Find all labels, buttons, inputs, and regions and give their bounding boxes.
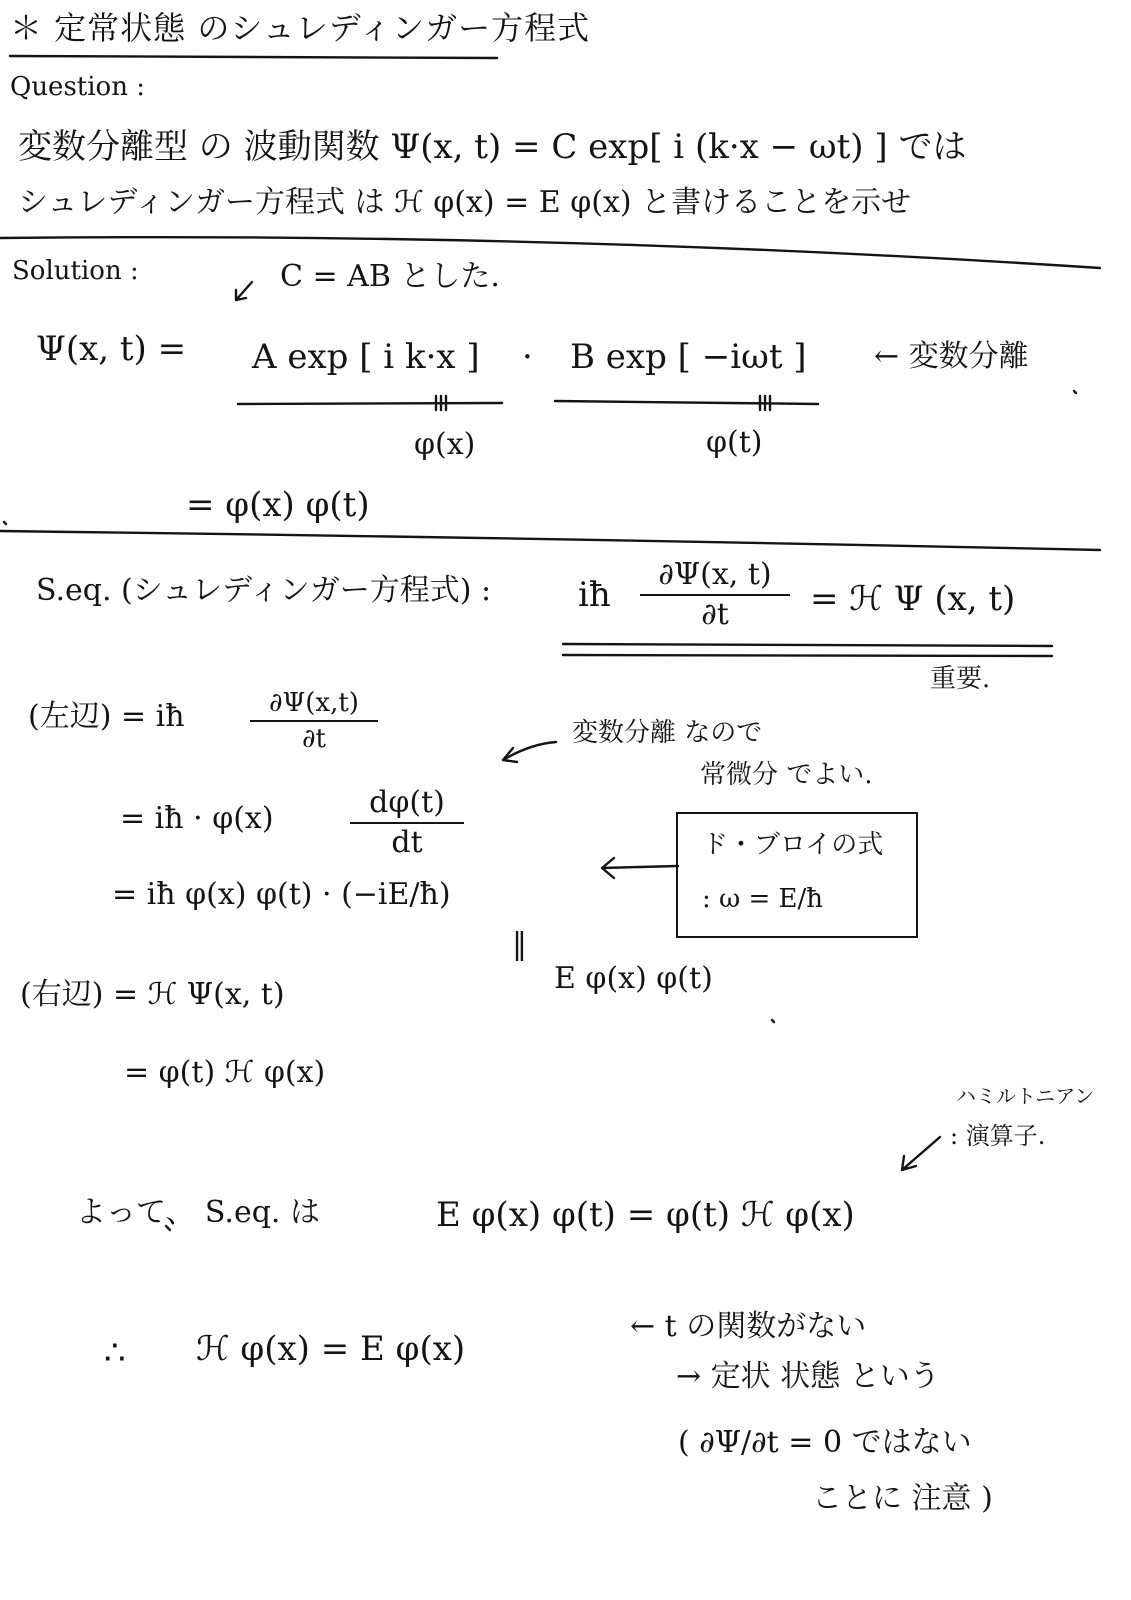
- conclusion-equation: E φ(x) φ(t) = φ(t) ℋ φ(x): [436, 1195, 855, 1235]
- seq-fraction: [640, 557, 790, 632]
- question-line-2: シュレディンガー方程式 は ℋ φ(x) = E φ(x) と書けることを示せ: [18, 185, 912, 220]
- underline-phi-t-ticks: [760, 396, 770, 410]
- left-numerator: ∂Ψ(x,t): [269, 688, 359, 718]
- final-note-4: ことに 注意 ): [812, 1481, 993, 1516]
- hamiltonian-note-2: : 演算子.: [950, 1122, 1046, 1150]
- under-phi-t: φ(t): [706, 425, 763, 460]
- solution-label: Solution :: [12, 256, 139, 286]
- separation-reason-1: 変数分離 なので: [572, 718, 763, 748]
- conclusion-lead: よって、 S.eq. は: [76, 1195, 320, 1230]
- psi-lhs: Ψ(x, t) =: [36, 329, 187, 369]
- seq-underline-1: [563, 644, 1052, 646]
- final-equation: ℋ φ(x) = E φ(x): [196, 1329, 466, 1369]
- equivalence-mark: ‖: [512, 927, 527, 962]
- ordinary-derivative: [350, 785, 464, 860]
- title-underline: [10, 56, 497, 58]
- seq-fraction-bar: [640, 594, 790, 596]
- important-note: 重要.: [930, 664, 991, 694]
- ordinary-fraction-bar: [350, 822, 464, 824]
- section-divider-1: [0, 237, 1100, 268]
- debroglie-box: [676, 812, 918, 938]
- final-note-2: → 定状 状態 という: [676, 1359, 940, 1394]
- right-side-label: (右辺) = ℋ Ψ(x, t): [20, 977, 285, 1012]
- separation-reason-2: 常微分 でよい.: [700, 760, 873, 790]
- page-title: ＊ 定常状態 のシュレディンガー方程式: [10, 9, 591, 47]
- under-phi-x: φ(x): [414, 427, 476, 462]
- question-line-1: 変数分離型 の 波動関数 Ψ(x, t) = C exp[ i (k·x − ωt) ] では: [18, 127, 967, 167]
- left-fraction-bar: [250, 720, 378, 722]
- left-denominator: ∂t: [302, 724, 326, 754]
- term-b: B exp [ −iωt ]: [570, 337, 807, 377]
- arrow-to-separation: [503, 742, 556, 762]
- separation-note: ← 変数分離: [874, 339, 1029, 374]
- left-row-3: = iħ φ(x) φ(t) · (−iE/ħ): [112, 877, 451, 912]
- ordinary-denominator: dt: [391, 825, 423, 860]
- seq-ih: iħ: [578, 575, 611, 615]
- hamiltonian-note-1: ハミルトニアン: [956, 1084, 1095, 1108]
- left-row-2: = iħ · φ(x): [120, 801, 274, 836]
- therefore-symbol: ∴: [104, 1333, 126, 1373]
- question-label: Question :: [10, 72, 145, 102]
- seq-numerator: ∂Ψ(x, t): [658, 557, 772, 592]
- note-c-equals-ab: C = AB とした.: [280, 259, 500, 294]
- term-dot: ·: [522, 337, 533, 377]
- final-note-3: ( ∂Ψ/∂t = 0 ではない: [678, 1425, 972, 1460]
- left-side-label: (左辺) = iħ: [28, 699, 185, 734]
- seq-rhs: = ℋ Ψ (x, t): [810, 579, 1016, 619]
- debroglie-title: ド・ブロイの式: [702, 830, 884, 860]
- solution-line-3: = φ(x) φ(t): [186, 485, 370, 525]
- final-note-1: ← t の関数がない: [630, 1309, 867, 1344]
- seq-label: S.eq. (シュレディンガー方程式) :: [36, 573, 492, 608]
- ordinary-numerator: dφ(t): [369, 785, 445, 820]
- note-arrow-down: [236, 282, 252, 300]
- section-divider-2: [0, 531, 1100, 550]
- underline-phi-t: [555, 401, 818, 404]
- arrow-hamiltonian: [902, 1137, 940, 1170]
- right-row-2: = φ(t) ℋ φ(x): [124, 1055, 326, 1090]
- arrow-from-debroglie: [602, 858, 678, 878]
- term-a: A exp [ i k·x ]: [252, 337, 480, 377]
- debroglie-relation: : ω = E/ħ: [702, 884, 824, 914]
- left-result: E φ(x) φ(t): [554, 961, 713, 996]
- underline-phi-x-ticks: [436, 396, 446, 410]
- seq-denominator: ∂t: [701, 597, 729, 632]
- left-fraction: [250, 690, 378, 752]
- underline-phi-x: [238, 403, 502, 404]
- seq-underline-2: [563, 655, 1052, 656]
